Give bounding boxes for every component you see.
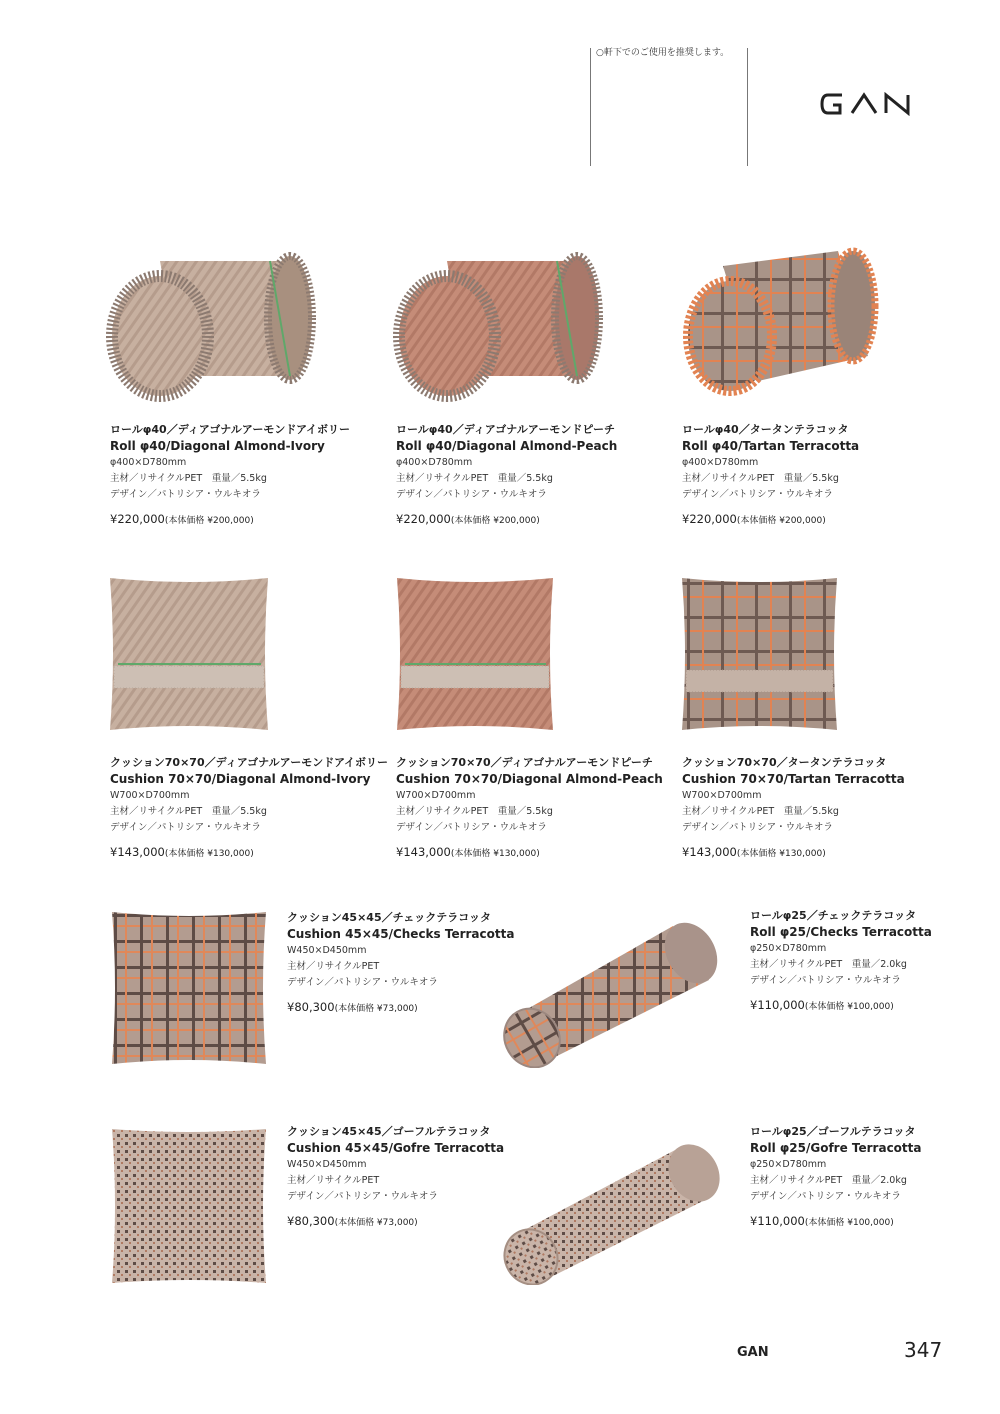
header-divider-right bbox=[747, 48, 748, 166]
product-designer: デザイン／パトリシア・ウルキオラ bbox=[682, 822, 833, 833]
product-image-cushion-tartan-terracotta bbox=[678, 574, 841, 734]
price-tax-incl: ¥220,000 bbox=[110, 512, 165, 526]
product-info-roll-checks-terracotta bbox=[750, 908, 1000, 1015]
product-image-cushion-checks-terracotta bbox=[108, 908, 270, 1068]
price-base: (本体価格 ¥100,000) bbox=[804, 1218, 894, 1228]
price-base: (本体価格 ¥130,000) bbox=[164, 849, 254, 859]
product-material: 主材／リサイクルPET 重量／5.5kg bbox=[396, 806, 553, 817]
product-info-cushion-diagonal-peach bbox=[396, 755, 676, 862]
product-material: 主材／リサイクルPET 重量／5.5kg bbox=[682, 473, 839, 484]
product-price bbox=[750, 997, 1000, 1015]
price-base: (本体価格 ¥73,000) bbox=[334, 1218, 418, 1228]
product-name-en: Roll φ25/Gofre Terracotta bbox=[750, 1141, 922, 1155]
product-name-en: Cushion 70×70/Diagonal Almond-Ivory bbox=[110, 772, 371, 786]
product-price bbox=[396, 844, 676, 862]
product-designer: デザイン／パトリシア・ウルキオラ bbox=[110, 822, 261, 833]
price-base: (本体価格 ¥200,000) bbox=[450, 516, 540, 526]
product-image-cushion-diagonal-peach bbox=[393, 574, 557, 734]
price-base: (本体価格 ¥130,000) bbox=[450, 849, 540, 859]
product-name-jp: ロールφ40／ディアゴナルアーモンドピーチ bbox=[396, 423, 615, 436]
product-name-jp: ロールφ40／タータンテラコッタ bbox=[682, 423, 849, 436]
product-material: 主材／リサイクルPET bbox=[287, 1175, 380, 1186]
product-price bbox=[682, 844, 962, 862]
product-name-jp: ロールφ25／ゴーフルテラコッタ bbox=[750, 1125, 916, 1138]
price-base: (本体価格 ¥200,000) bbox=[736, 516, 826, 526]
product-name-jp: ロールφ40／ディアゴナルアーモンドアイボリー bbox=[110, 423, 351, 436]
price-tax-incl: ¥143,000 bbox=[682, 845, 737, 859]
product-size: φ400×D780mm bbox=[682, 457, 759, 468]
product-image-cushion-gofre-terracotta bbox=[108, 1125, 270, 1287]
product-image-roll-gofre-terracotta bbox=[497, 1135, 725, 1285]
product-name-jp: クッション70×70／タータンテラコッタ bbox=[682, 756, 887, 769]
price-tax-incl: ¥110,000 bbox=[750, 1214, 805, 1228]
product-name-en: Roll φ40/Diagonal Almond-Ivory bbox=[110, 439, 325, 453]
product-size: W700×D700mm bbox=[682, 790, 762, 801]
price-tax-incl: ¥220,000 bbox=[396, 512, 451, 526]
product-material: 主材／リサイクルPET 重量／5.5kg bbox=[110, 473, 267, 484]
price-base: (本体価格 ¥130,000) bbox=[736, 849, 826, 859]
product-price bbox=[750, 1213, 1000, 1231]
product-image-cushion-diagonal-ivory bbox=[106, 574, 272, 734]
product-size: φ250×D780mm bbox=[750, 943, 827, 954]
product-size: W700×D700mm bbox=[396, 790, 476, 801]
product-designer: デザイン／パトリシア・ウルキオラ bbox=[750, 1191, 901, 1202]
product-name-en: Cushion 70×70/Tartan Terracotta bbox=[682, 772, 905, 786]
price-tax-incl: ¥143,000 bbox=[110, 845, 165, 859]
product-name-jp: ロールφ25／チェックテラコッタ bbox=[750, 909, 917, 922]
product-size: W450×D450mm bbox=[287, 945, 367, 956]
product-name-en: Cushion 45×45/Checks Terracotta bbox=[287, 927, 515, 941]
product-material: 主材／リサイクルPET 重量／5.5kg bbox=[110, 806, 267, 817]
product-material: 主材／リサイクルPET 重量／2.0kg bbox=[750, 959, 907, 970]
product-size: φ250×D780mm bbox=[750, 1159, 827, 1170]
product-price bbox=[396, 511, 676, 529]
price-base: (本体価格 ¥73,000) bbox=[334, 1004, 418, 1014]
product-name-en: Roll φ40/Diagonal Almond-Peach bbox=[396, 439, 618, 453]
product-material: 主材／リサイクルPET 重量／2.0kg bbox=[750, 1175, 907, 1186]
footer-brand: GAN bbox=[737, 1345, 769, 1360]
product-info-cushion-tartan-terracotta bbox=[682, 755, 962, 862]
price-tax-incl: ¥80,300 bbox=[287, 1214, 335, 1228]
product-price bbox=[110, 844, 390, 862]
product-price bbox=[110, 511, 390, 529]
usage-note: ○軒下でのご使用を推奨します。 bbox=[596, 48, 730, 58]
product-image-roll-checks-terracotta bbox=[497, 908, 725, 1068]
product-name-jp: クッション45×45／ゴーフルテラコッタ bbox=[287, 1125, 491, 1138]
product-size: W450×D450mm bbox=[287, 1159, 367, 1170]
product-material: 主材／リサイクルPET 重量／5.5kg bbox=[682, 806, 839, 817]
page-number: 347 bbox=[904, 1338, 943, 1362]
product-info-roll-diagonal-ivory bbox=[110, 422, 390, 529]
product-price bbox=[682, 511, 962, 529]
product-info-cushion-diagonal-ivory bbox=[110, 755, 390, 862]
price-tax-incl: ¥220,000 bbox=[682, 512, 737, 526]
gan-logo-mark bbox=[820, 92, 916, 116]
product-material: 主材／リサイクルPET bbox=[287, 961, 380, 972]
price-base: (本体価格 ¥200,000) bbox=[164, 516, 254, 526]
price-base: (本体価格 ¥100,000) bbox=[804, 1002, 894, 1012]
header-divider-left bbox=[590, 48, 591, 166]
product-size: W700×D700mm bbox=[110, 790, 190, 801]
product-info-roll-tartan-terracotta bbox=[682, 422, 962, 529]
gan-logo bbox=[820, 92, 916, 116]
product-designer: デザイン／パトリシア・ウルキオラ bbox=[110, 489, 261, 500]
product-designer: デザイン／パトリシア・ウルキオラ bbox=[396, 822, 547, 833]
product-size: φ400×D780mm bbox=[110, 457, 187, 468]
product-image-roll-tartan-terracotta bbox=[678, 236, 888, 416]
product-size: φ400×D780mm bbox=[396, 457, 473, 468]
product-name-jp: クッション45×45／チェックテラコッタ bbox=[287, 911, 492, 924]
product-designer: デザイン／パトリシア・ウルキオラ bbox=[287, 977, 438, 988]
product-designer: デザイン／パトリシア・ウルキオラ bbox=[682, 489, 833, 500]
price-tax-incl: ¥143,000 bbox=[396, 845, 451, 859]
product-designer: デザイン／パトリシア・ウルキオラ bbox=[396, 489, 547, 500]
product-name-en: Cushion 45×45/Gofre Terracotta bbox=[287, 1141, 505, 1155]
product-info-roll-gofre-terracotta bbox=[750, 1124, 1000, 1231]
product-name-jp: クッション70×70／ディアゴナルアーモンドピーチ bbox=[396, 756, 653, 769]
product-designer: デザイン／パトリシア・ウルキオラ bbox=[287, 1191, 438, 1202]
product-name-en: Roll φ40/Tartan Terracotta bbox=[682, 439, 860, 453]
product-name-jp: クッション70×70／ディアゴナルアーモンドアイボリー bbox=[110, 756, 388, 769]
product-image-roll-diagonal-peach bbox=[392, 236, 607, 416]
product-designer: デザイン／パトリシア・ウルキオラ bbox=[750, 975, 901, 986]
product-material: 主材／リサイクルPET 重量／5.5kg bbox=[396, 473, 553, 484]
product-name-en: Roll φ25/Checks Terracotta bbox=[750, 925, 932, 939]
product-image-roll-diagonal-ivory bbox=[105, 236, 320, 416]
price-tax-incl: ¥110,000 bbox=[750, 998, 805, 1012]
price-tax-incl: ¥80,300 bbox=[287, 1000, 335, 1014]
product-info-roll-diagonal-peach bbox=[396, 422, 676, 529]
product-name-en: Cushion 70×70/Diagonal Almond-Peach bbox=[396, 772, 663, 786]
